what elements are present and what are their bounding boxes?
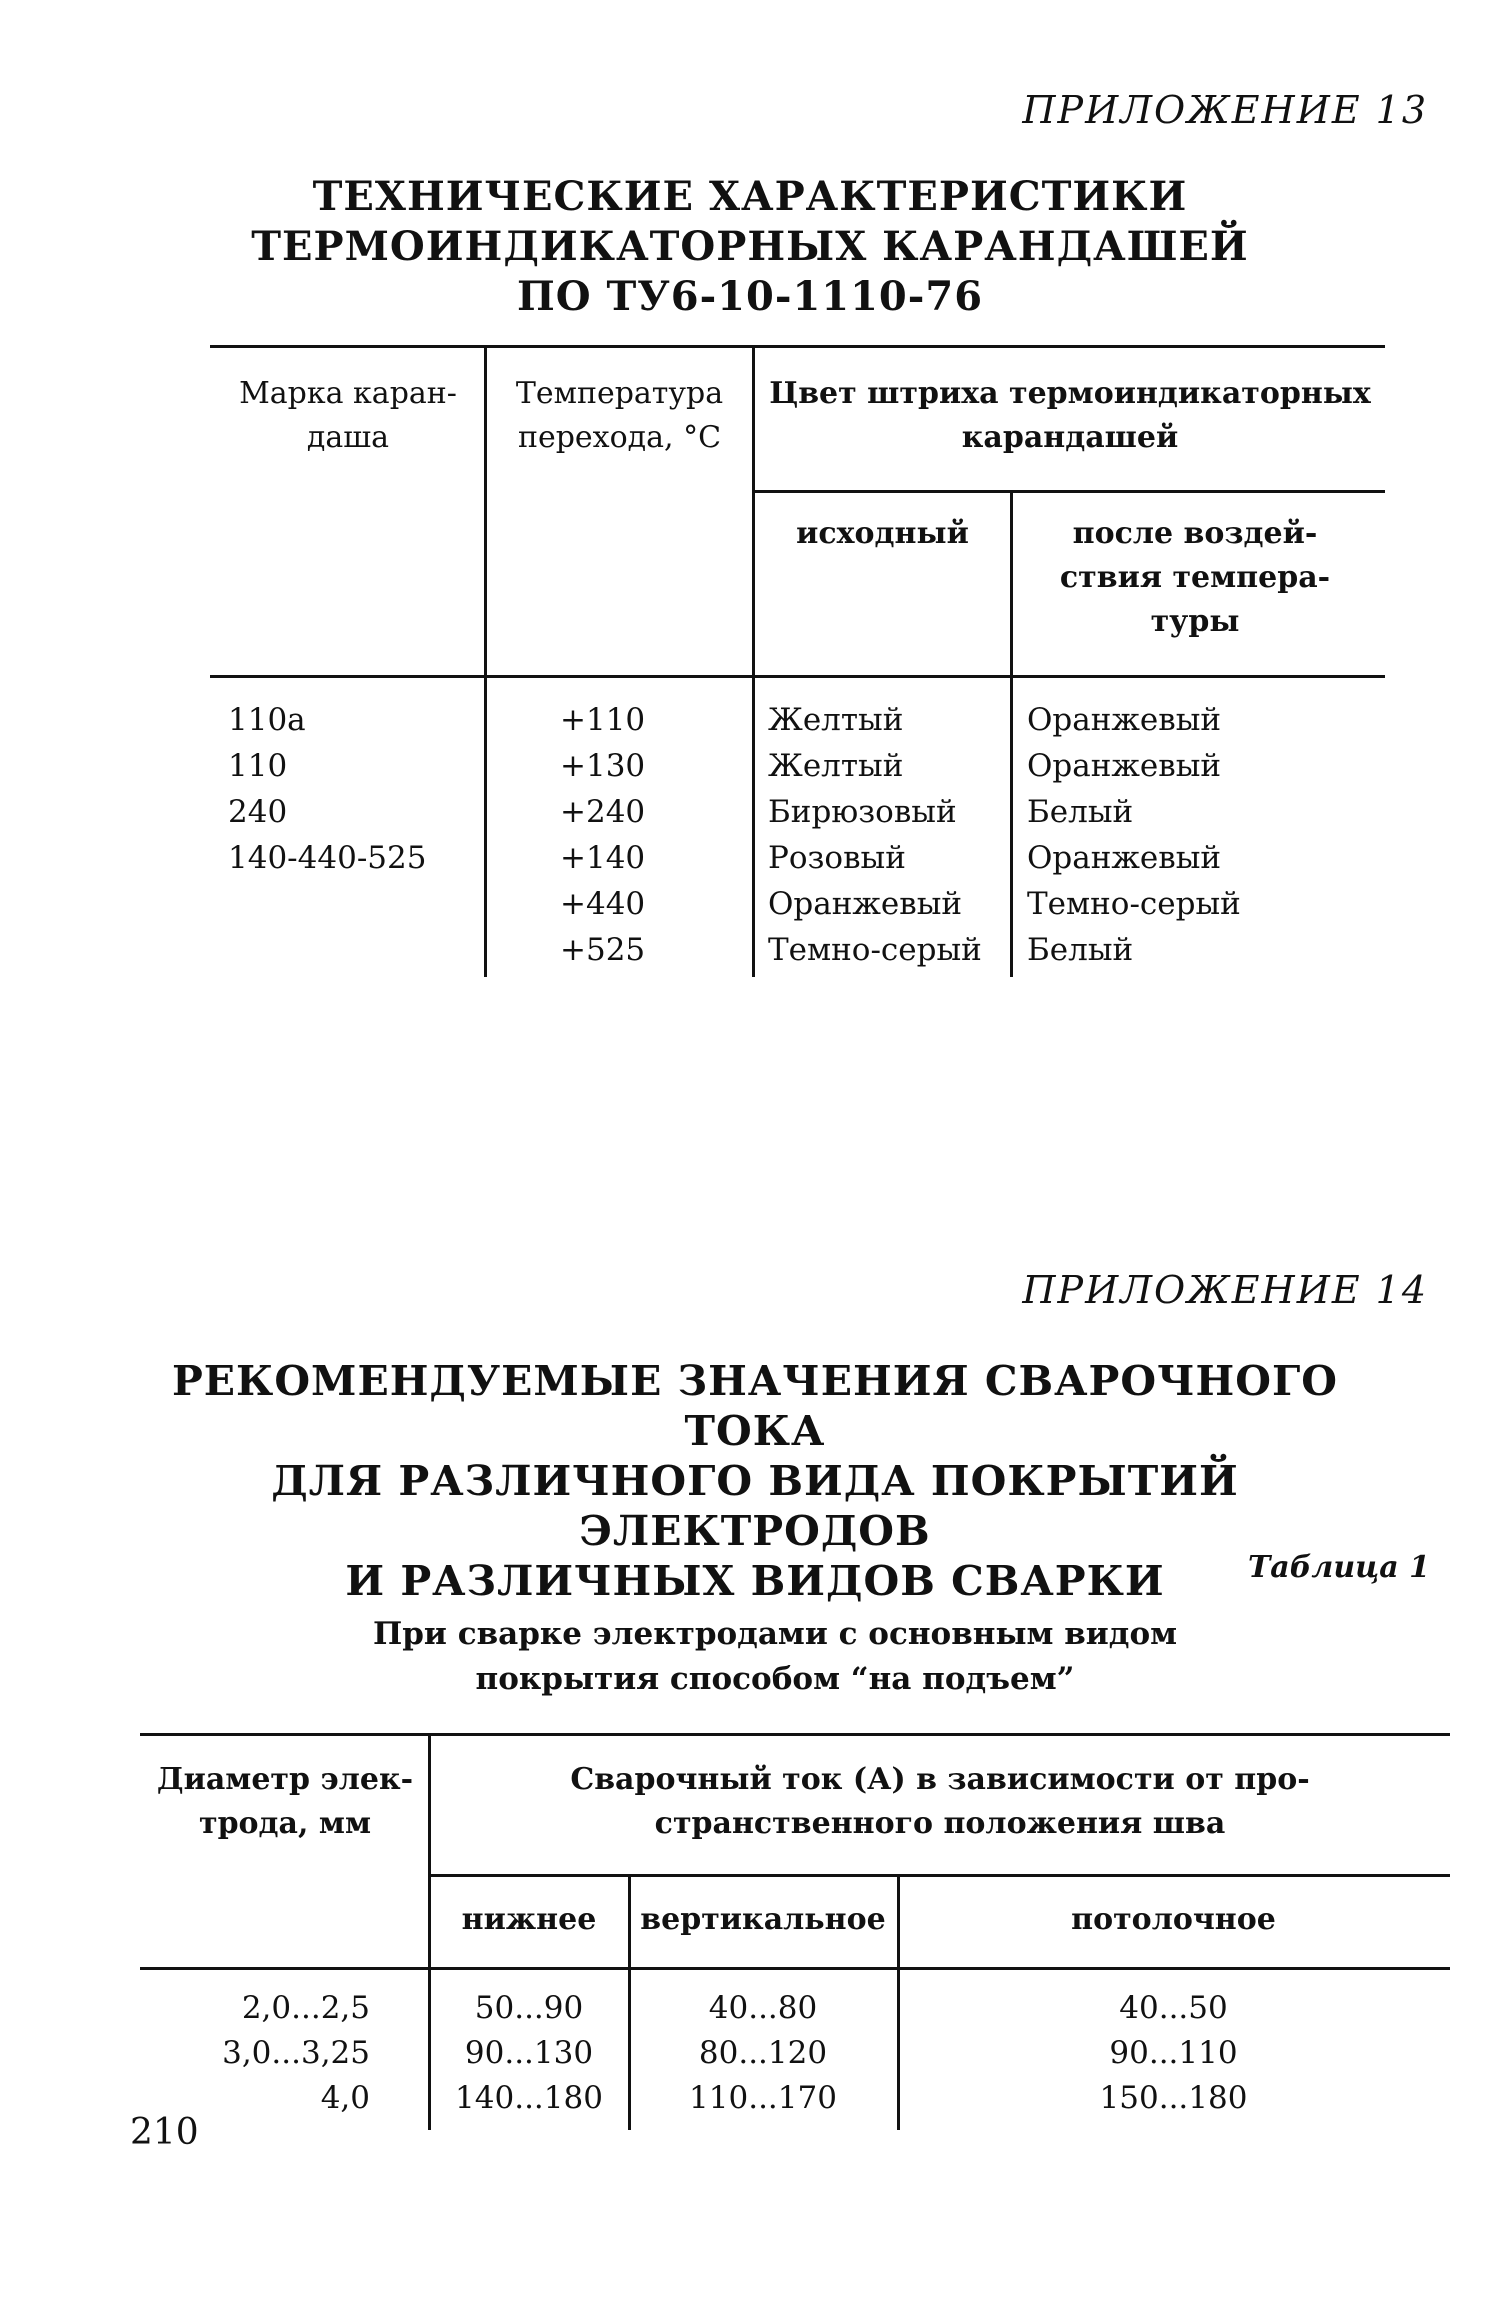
column-vertical bbox=[632, 1986, 894, 2121]
table-cell: +110 bbox=[560, 702, 646, 738]
appendix-label: ПРИЛОЖЕНИЕ 13 bbox=[1022, 88, 1428, 132]
title-line: РЕКОМЕНДУЕМЫЕ ЗНАЧЕНИЯ СВАРОЧНОГО ТОКА bbox=[171, 1357, 1339, 1455]
table-cell: +130 bbox=[560, 748, 646, 784]
column-initial-color bbox=[768, 697, 982, 973]
header-initial: исходный bbox=[796, 516, 969, 551]
table-cell: Бирюзовый bbox=[768, 794, 957, 830]
table-cell: +440 bbox=[560, 886, 646, 922]
title-line: ТЕРМОИНДИКАТОРНЫХ КАРАНДАШЕЙ bbox=[251, 223, 1249, 270]
table-cell: 90...110 bbox=[1109, 2035, 1238, 2071]
table-caption bbox=[250, 1612, 1300, 1702]
table-cell: 50...90 bbox=[474, 1990, 584, 2026]
column-lower bbox=[432, 1986, 626, 2121]
appendix-label: ПРИЛОЖЕНИЕ 14 bbox=[1022, 1268, 1428, 1312]
table-cell: Темно-серый bbox=[768, 932, 982, 968]
table-cell: +525 bbox=[560, 932, 646, 968]
table-cell: Оранжевый bbox=[1027, 840, 1222, 876]
column-ceiling bbox=[901, 1986, 1446, 2121]
table-cell: 90...130 bbox=[464, 2035, 594, 2071]
page-number: 210 bbox=[130, 2112, 199, 2153]
table-label: Таблица 1 bbox=[1247, 1550, 1430, 1585]
table-cell: Желтый bbox=[768, 748, 904, 784]
table-cell: 4,0 bbox=[320, 2080, 370, 2116]
header-after: после воздей- ствия темпера- туры bbox=[1059, 516, 1331, 639]
table-cell: Белый bbox=[1027, 794, 1134, 830]
table-cell: 40...80 bbox=[708, 1990, 818, 2026]
table-cell: Оранжевый bbox=[768, 886, 963, 922]
table-cell: 3,0...3,25 bbox=[222, 2035, 370, 2071]
column-temperature bbox=[560, 697, 645, 973]
title-line: ДЛЯ РАЗЛИЧНОГО ВИДА ПОКРЫТИЙ ЭЛЕКТРОДОВ bbox=[271, 1457, 1239, 1555]
caption-line: покрытия способом “на подъем” bbox=[475, 1661, 1075, 1697]
table-cell: Темно-серый bbox=[1027, 886, 1241, 922]
title-line: ТЕХНИЧЕСКИЕ ХАРАКТЕРИСТИКИ bbox=[312, 173, 1188, 220]
table-cell: +240 bbox=[560, 794, 646, 830]
title-line: И РАЗЛИЧНЫХ ВИДОВ СВАРКИ bbox=[345, 1557, 1165, 1605]
header-color-group: Цвет штриха термоиндикаторных карандашей bbox=[769, 376, 1371, 455]
table-cell: 40...50 bbox=[1119, 1990, 1228, 2026]
column-mark bbox=[228, 697, 426, 881]
table-cell: 140-440-525 bbox=[228, 840, 427, 876]
table-cell: 110...170 bbox=[689, 2080, 837, 2116]
table-cell: 140...180 bbox=[455, 2080, 603, 2116]
table-cell: Белый bbox=[1027, 932, 1134, 968]
header-vertical: вертикальное bbox=[640, 1902, 886, 1937]
title-line: ПО ТУ6-10-1110-76 bbox=[516, 273, 984, 320]
header-lower: нижнее bbox=[461, 1902, 597, 1937]
table-cell: Оранжевый bbox=[1027, 702, 1222, 738]
table-cell: 110 bbox=[228, 748, 288, 784]
header-ceiling: потолочное bbox=[1071, 1902, 1276, 1937]
table-cell: Оранжевый bbox=[1027, 748, 1222, 784]
header-current-group: Сварочный ток (А) в зависимости от про- странственного положения шва bbox=[570, 1762, 1310, 1841]
column-after-color bbox=[1027, 697, 1241, 973]
column-diameter bbox=[150, 1986, 370, 2121]
table-cell: 150...180 bbox=[1099, 2080, 1248, 2116]
table-cell: 80...120 bbox=[698, 2035, 828, 2071]
header-diameter: Диаметр элек- трода, мм bbox=[156, 1762, 414, 1841]
section-title bbox=[200, 172, 1300, 322]
table-cell: 240 bbox=[228, 794, 288, 830]
table-cell: 2,0...2,5 bbox=[241, 1990, 370, 2026]
header-mark: Марка каран- даша bbox=[239, 376, 457, 455]
caption-line: При сварке электродами с основным видом bbox=[372, 1616, 1178, 1652]
table-cell: Желтый bbox=[768, 702, 904, 738]
table-cell: +140 bbox=[560, 840, 646, 876]
header-temperature: Температура перехода, °С bbox=[515, 376, 724, 455]
table-cell: Розовый bbox=[768, 840, 906, 876]
table-cell: 110а bbox=[228, 702, 306, 738]
